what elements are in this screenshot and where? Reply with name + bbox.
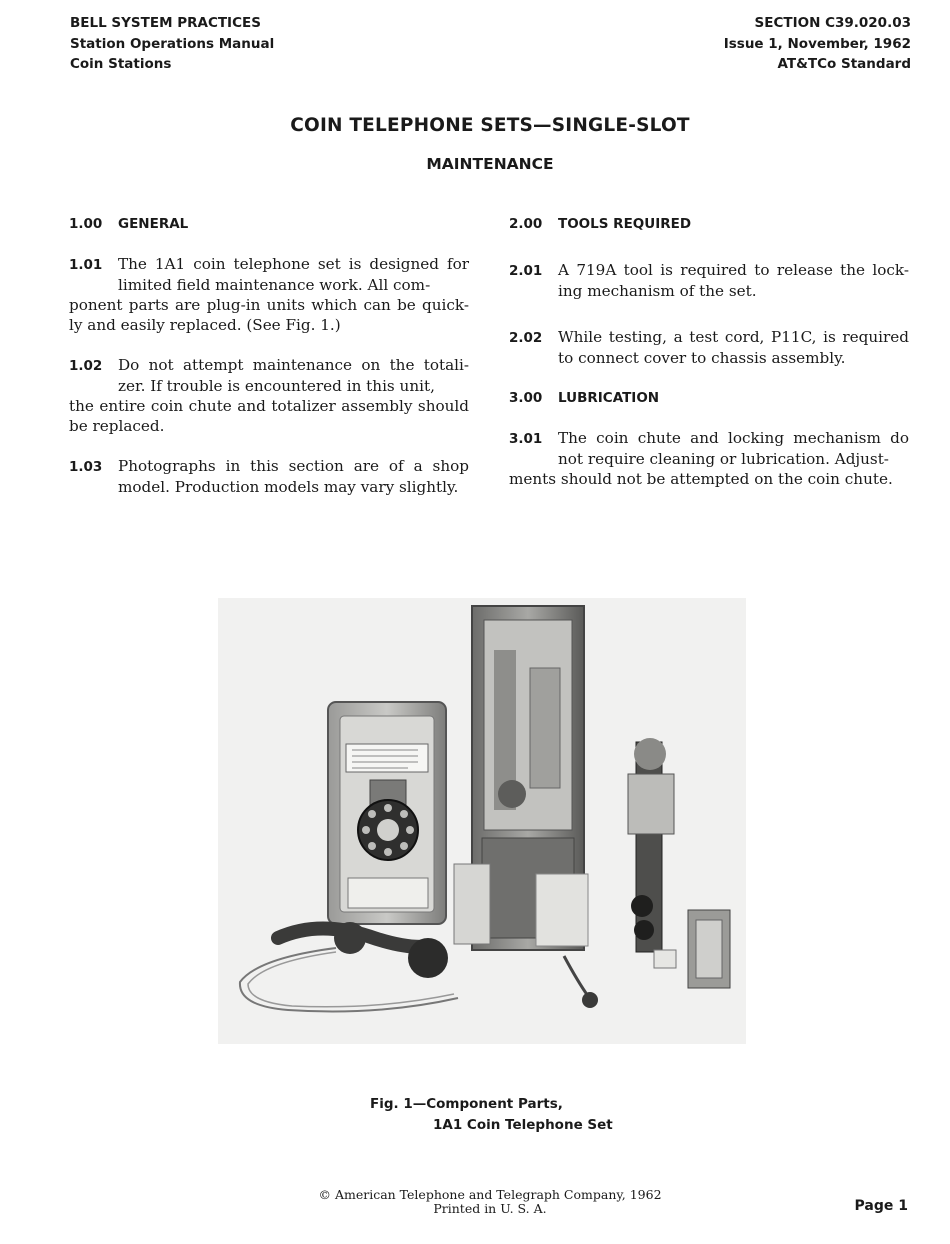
telephone-components-illustration	[218, 598, 746, 1044]
section-heading-general	[69, 214, 469, 234]
paragraph-first-text: The 1A1 coin telephone set is designed for limited field maintenance work. All com-	[118, 255, 469, 294]
copyright-notice: © American Telephone and Telegraph Company, 1962	[318, 1187, 662, 1202]
document-title: COIN TELEPHONE SETS—SINGLE-SLOT	[290, 115, 690, 136]
paragraph-number: 2.02	[509, 330, 543, 346]
section-heading-text: LUBRICATION	[558, 390, 660, 406]
header-left	[70, 13, 274, 75]
paragraph-3-01	[509, 428, 909, 489]
section-number: 3.00	[509, 390, 543, 406]
figure-caption	[370, 1094, 613, 1136]
paragraph-rest-text: the entire coin chute and totalizer assembly should be replaced.	[69, 397, 469, 435]
header-section: SECTION C39.020.03	[754, 15, 911, 31]
paragraph-2-02	[509, 327, 909, 368]
header-standard: AT&TCo Standard	[777, 56, 911, 72]
paragraph-first-text: While testing, a test cord, P11C, is required to connect cover to chassis assembly.	[558, 328, 909, 367]
paragraph-2-01	[509, 260, 909, 301]
paragraph-rest-text: ponent parts are plug-in units which can be quick- ly and easily replaced. (See Fig. 1.)	[69, 296, 469, 334]
header-issue: Issue 1, November, 1962	[723, 35, 911, 52]
paragraph-number: 2.01	[509, 263, 543, 279]
paragraph-1-03	[69, 456, 469, 497]
paragraph-number: 1.02	[69, 358, 103, 374]
paragraph-1-02	[69, 355, 469, 436]
paragraph-first-text: Do not attempt maintenance on the totali- zer. If trouble is encountered in this unit,	[118, 356, 469, 395]
paragraph-rest-text: ments should not be attempted on the coin chute.	[509, 470, 893, 488]
section-heading-tools	[509, 214, 909, 234]
header-right	[724, 13, 911, 75]
figure-photo-component-parts	[218, 598, 746, 1044]
paragraph-number: 3.01	[509, 431, 543, 447]
section-number: 1.00	[69, 216, 103, 232]
section-heading-text: TOOLS REQUIRED	[558, 216, 692, 232]
page-number: Page 1	[854, 1198, 908, 1214]
right-column	[509, 214, 909, 509]
paragraph-number: 1.01	[69, 257, 103, 273]
footer	[0, 1188, 950, 1216]
section-number: 2.00	[509, 216, 543, 232]
paragraph-first-text: The coin chute and locking mechanism do not require cleaning or lubrication. Adjust-	[558, 429, 909, 468]
left-column	[69, 214, 469, 517]
paragraph-number: 1.03	[69, 459, 103, 475]
header-category: Coin Stations	[70, 56, 172, 72]
section-heading-text: GENERAL	[118, 216, 189, 232]
header-series: BELL SYSTEM PRACTICES	[70, 15, 261, 31]
paragraph-first-text: Photographs in this section are of a shop model. Production models may vary slightly.	[118, 457, 469, 496]
document-subtitle: MAINTENANCE	[426, 155, 554, 173]
section-heading-lubrication	[509, 388, 909, 408]
paragraph-first-text: A 719A tool is required to release the lock- ing mechanism of the set.	[558, 261, 909, 300]
printed-notice: Printed in U. S. A.	[433, 1201, 547, 1216]
figure-caption-line-2: 1A1 Coin Telephone Set	[433, 1117, 613, 1133]
paragraph-1-01	[69, 254, 469, 335]
figure-caption-line-1: Fig. 1—Component Parts,	[370, 1096, 563, 1112]
header-manual: Station Operations Manual	[70, 35, 275, 52]
